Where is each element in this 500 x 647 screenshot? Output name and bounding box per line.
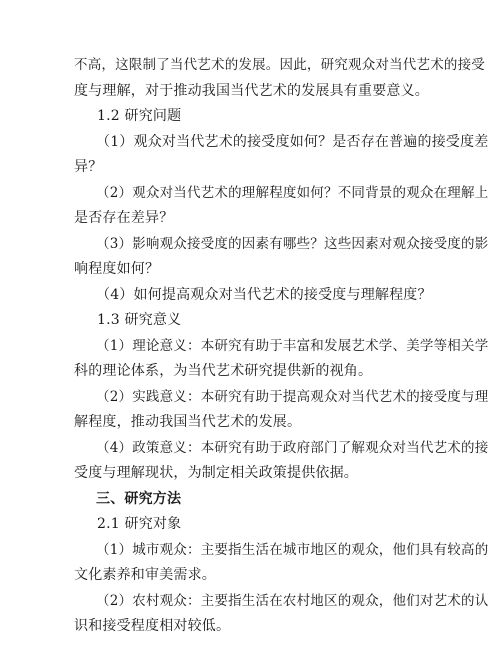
significance-item-policy: （4）政策意义：本研究有助于政府部门了解观众对当代艺术的接 xyxy=(96,439,489,456)
question-item-1: （1）观众对当代艺术的接受度如何？是否存在普遍的接受度差 xyxy=(96,133,489,150)
subject-item-rural: （2）农村观众：主要指生活在农村地区的观众，他们对艺术的认 xyxy=(96,592,489,609)
significance-item-practice: （2）实践意义：本研究有助于提高观众对当代艺术的接受度与理 xyxy=(96,388,489,405)
chapter-heading-3: 三、研究方法 xyxy=(96,490,182,507)
question-item-3: （3）影响观众接受度的因素有哪些？这些因素对观众接受度的影 xyxy=(96,235,489,252)
significance-item-theory: （1）理论意义：本研究有助于丰富和发展艺术学、美学等相关学 xyxy=(96,337,489,354)
section-heading-2-1: 2.1 研究对象 xyxy=(97,516,182,532)
paragraph-line: 异？ xyxy=(74,159,103,175)
paragraph-line: 文化素养和审美需求。 xyxy=(74,567,216,583)
paragraph-line: 受度与理解现状，为制定相关政策提供依据。 xyxy=(74,465,358,481)
paragraph-line: 度与理解，对于推动我国当代艺术的发展具有重要意义。 xyxy=(74,82,429,99)
paragraph-line: 响程度如何？ xyxy=(74,261,160,277)
paragraph-line: 识和接受程度相对较低。 xyxy=(74,618,231,634)
section-heading-1-3: 1.3 研究意义 xyxy=(97,312,182,328)
paragraph-line: 不高，这限制了当代艺术的发展。因此，研究观众对当代艺术的接受 xyxy=(74,57,485,73)
question-item-2: （2）观众对当代艺术的理解程度如何？不同背景的观众在理解上 xyxy=(96,184,489,201)
section-heading-1-2: 1.2 研究问题 xyxy=(97,108,182,124)
paragraph-line: 是否存在差异？ xyxy=(74,210,174,226)
subject-item-urban: （1）城市观众：主要指生活在城市地区的观众，他们具有较高的 xyxy=(96,541,489,558)
question-item-4: （4）如何提高观众对当代艺术的接受度与理解程度？ xyxy=(96,286,432,303)
paragraph-line: 解程度，推动我国当代艺术的发展。 xyxy=(74,414,302,430)
paragraph-line: 科的理论体系，为当代艺术研究提供新的视角。 xyxy=(74,363,373,379)
